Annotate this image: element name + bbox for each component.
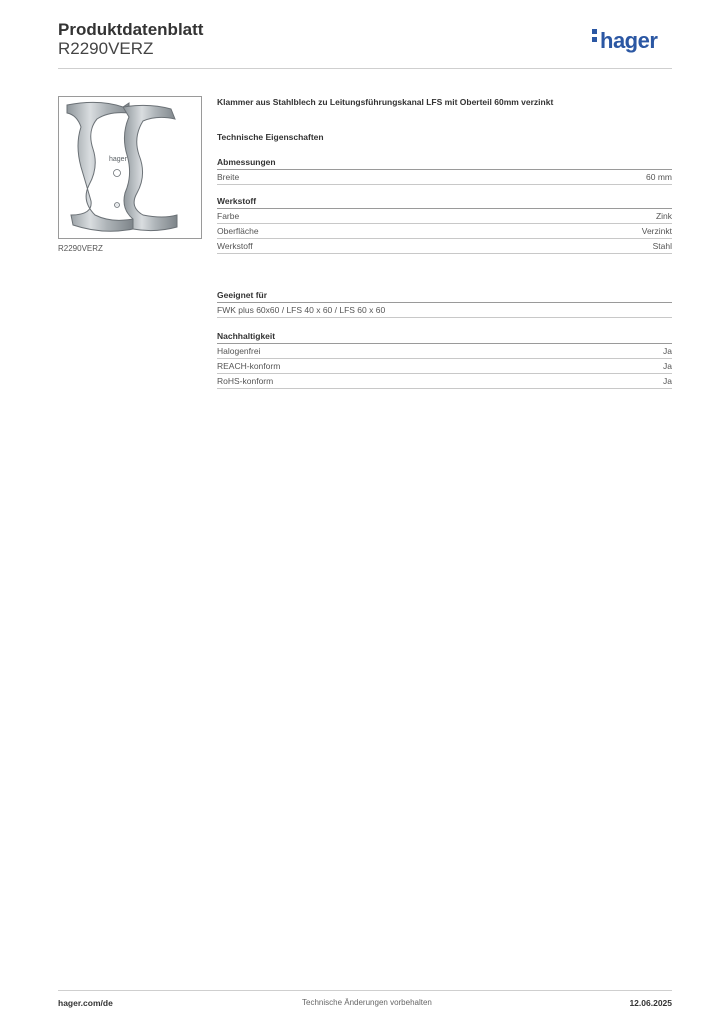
property-value: Ja	[663, 376, 672, 386]
tech-properties-heading-block	[217, 132, 672, 142]
group-geeignet-fuer	[217, 290, 672, 318]
group-title: Werkstoff	[217, 196, 672, 209]
property-label: REACH-konform	[217, 361, 281, 371]
property-row	[217, 303, 672, 318]
property-label: RoHS-konform	[217, 376, 274, 386]
clamp-image-icon	[59, 97, 201, 238]
property-value: Ja	[663, 346, 672, 356]
footer-notice: Technische Änderungen vorbehalten	[302, 998, 432, 1007]
property-value: Zink	[655, 211, 672, 221]
property-label: Oberfläche	[217, 226, 259, 236]
property-label: Halogenfrei	[217, 346, 261, 356]
tech-properties-heading: Technische Eigenschaften	[217, 132, 324, 142]
page-title: Produktdatenblatt	[58, 20, 204, 39]
product-image	[58, 96, 202, 239]
property-label: Breite	[217, 172, 240, 182]
group-title: Nachhaltigkeit	[217, 331, 672, 344]
property-label: FWK plus 60x60 / LFS 40 x 60 / LFS 60 x 60	[217, 305, 386, 315]
product-description: Klammer aus Stahlblech zu Leitungsführungskanal LFS mit Oberteil 60mm verzinkt	[217, 97, 554, 107]
property-value: Ja	[663, 361, 672, 371]
property-value: Verzinkt	[641, 226, 672, 236]
footer-date: 12.06.2025	[629, 998, 672, 1008]
image-stamp: hager	[109, 156, 127, 163]
logo-text: hager	[600, 28, 658, 53]
property-label: Farbe	[217, 211, 240, 221]
property-label: Werkstoff	[217, 241, 253, 251]
group-title: Geeignet für	[217, 290, 672, 303]
property-value: 60 mm	[646, 172, 672, 182]
property-value: Stahl	[652, 241, 672, 251]
property-row	[217, 239, 672, 254]
image-caption: R2290VERZ	[58, 244, 103, 253]
group-abmessungen	[217, 157, 672, 185]
group-werkstoff	[217, 196, 672, 254]
logo-dots-icon	[592, 29, 598, 45]
group-title: Abmessungen	[217, 157, 672, 170]
property-row	[217, 209, 672, 224]
property-row	[217, 344, 672, 359]
header-divider	[58, 68, 672, 69]
product-code: R2290VERZ	[58, 39, 154, 58]
group-nachhaltigkeit	[217, 331, 672, 389]
property-row	[217, 374, 672, 389]
footer-divider	[58, 990, 672, 991]
property-row	[217, 359, 672, 374]
footer-website: hager.com/de	[58, 998, 113, 1008]
property-row	[217, 224, 672, 239]
property-row	[217, 170, 672, 185]
hager-logo	[592, 28, 657, 54]
